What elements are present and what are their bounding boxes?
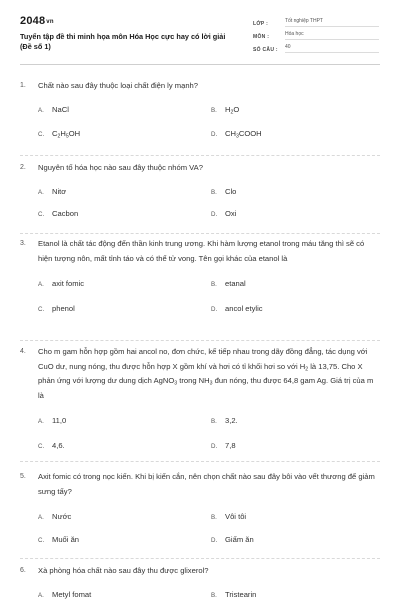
option-text: Muối ăn [52, 535, 80, 544]
question-6 [20, 564, 380, 613]
question-text: Chất nào sau đây thuộc loại chất điện ly mạnh? [38, 81, 198, 90]
option-text: Oxi [225, 208, 237, 218]
option-d[interactable]: D. 7,8 [211, 441, 236, 450]
option-d[interactable]: D. $CH_3COOH$ [211, 128, 262, 139]
option-text: Vôi tôi [225, 512, 247, 521]
meta-value: 40 [285, 44, 379, 53]
question-number: 3. [20, 240, 26, 247]
meta-row-subject [253, 27, 379, 40]
option-text: 11,0 [52, 416, 67, 425]
option-text: 7,8 [225, 441, 236, 450]
meta-label: SỐ CÂU : [253, 47, 278, 53]
question-5 [20, 470, 380, 544]
option-text: ancol etylic [225, 304, 263, 313]
option-b[interactable]: B. Clo [211, 186, 237, 196]
option-a[interactable]: A. Nước [38, 512, 72, 521]
option-text: Nitơ [52, 186, 67, 196]
option-text: $C_2H_5OH$ [52, 128, 81, 139]
question-divider [20, 340, 380, 341]
question-divider [20, 155, 380, 156]
question-3 [20, 237, 380, 313]
question-text: Cho m gam hỗn hợp gồm hai ancol no, đơn chức, kế tiếp nhau trong dãy đồng đẳng, tác dụng với CuO dư, nung nóng, thu được hỗn hợp X gồm khí và hơi có tỉ khối hơi so với $H_2$ là 13,75. Cho X phản ứng với lượng dư dung dịch AgNO$_3$ trong $NH_3$ đun nóng, thu được 64,8 gam Ag. Giá trị của m là [38, 347, 374, 400]
option-a[interactable]: A. NaCl [38, 104, 69, 114]
question-divider [20, 461, 380, 462]
option-text: Clo [225, 186, 237, 196]
question-4 [20, 345, 380, 450]
question-text: Axit fomic có trong nọc kiến. Khi bị kiến cắn, nên chọn chất nào sau đây bôi vào vết thương để giảm sưng tấy? [38, 472, 375, 496]
meta-row-question-count [253, 40, 379, 53]
question-divider [20, 233, 380, 234]
question-2 [20, 161, 380, 218]
brand-logo[interactable]: 2048vn [20, 15, 54, 27]
option-text: 4,6. [52, 441, 65, 450]
option-d[interactable]: D. Oxi [211, 208, 237, 218]
meta-value: Tốt nghiệp THPT [285, 18, 379, 27]
meta-label: LỚP : [253, 21, 269, 27]
option-b[interactable]: B. 3,2. [211, 416, 238, 425]
option-text: $CH_3COOH$ [225, 128, 262, 139]
option-c[interactable]: C. 4,6. [38, 441, 65, 450]
option-text: Tristearin [225, 589, 257, 599]
meta-value: Hóa học [285, 31, 379, 40]
option-c[interactable]: C. Cacbon [38, 208, 79, 218]
option-c[interactable]: C. Muối ăn [38, 535, 80, 544]
option-text: phenol [52, 304, 75, 313]
meta-row-class [253, 14, 379, 27]
option-a[interactable]: A. 11,0 [38, 416, 67, 425]
option-c[interactable]: C. phenol [38, 304, 75, 313]
option-c[interactable]: C. $C_2H_5OH$ [38, 128, 81, 139]
option-b[interactable]: B. Tristearin [211, 589, 257, 599]
option-b[interactable]: B. etanal [211, 279, 246, 288]
header-divider [20, 64, 380, 65]
option-b[interactable]: B. Vôi tôi [211, 512, 247, 521]
document-title: Tuyển tập đề thi minh họa môn Hóa Học cực hay có lời giải (Đề số 1) [20, 32, 226, 51]
option-text: axit fomic [52, 279, 85, 288]
option-text: Cacbon [52, 208, 79, 218]
question-text: Xà phòng hóa chất nào sau đây thu được glixerol? [38, 566, 209, 575]
option-text: Metyl fomat [52, 589, 92, 599]
option-text: $H_2O$ [225, 104, 240, 115]
option-text: 3,2. [225, 416, 238, 425]
question-number: 4. [20, 348, 26, 355]
question-number: 2. [20, 164, 26, 171]
question-number: 6. [20, 567, 26, 574]
question-1 [20, 79, 380, 139]
option-text: NaCl [52, 104, 69, 114]
question-text: Etanol là chất tác động đến thần kinh trung ương. Khi hàm lượng etanol trong máu tăng thì sẽ có hiện tượng nôn, mất tỉnh táo và có thể tử vong. Tên gọi khác của etanol là [38, 239, 365, 263]
question-text: Nguyên tố hóa học nào sau đây thuộc nhóm VA? [38, 163, 203, 172]
option-text: Giấm ăn [225, 535, 254, 544]
option-d[interactable]: D. Giấm ăn [211, 535, 254, 544]
question-number: 1. [20, 82, 26, 89]
exam-meta [253, 14, 379, 53]
option-a[interactable]: A. Nitơ [38, 186, 67, 196]
question-number: 5. [20, 473, 26, 480]
option-text: etanal [225, 279, 246, 288]
option-a[interactable]: A. axit fomic [38, 279, 85, 288]
option-a[interactable]: A. Metyl fomat [38, 589, 92, 599]
meta-label: MÔN : [253, 34, 270, 40]
option-text: Nước [52, 512, 72, 521]
option-d[interactable]: D. ancol etylic [211, 304, 263, 313]
option-b[interactable]: B. $H_2O$ [211, 104, 240, 115]
question-divider [20, 558, 380, 559]
